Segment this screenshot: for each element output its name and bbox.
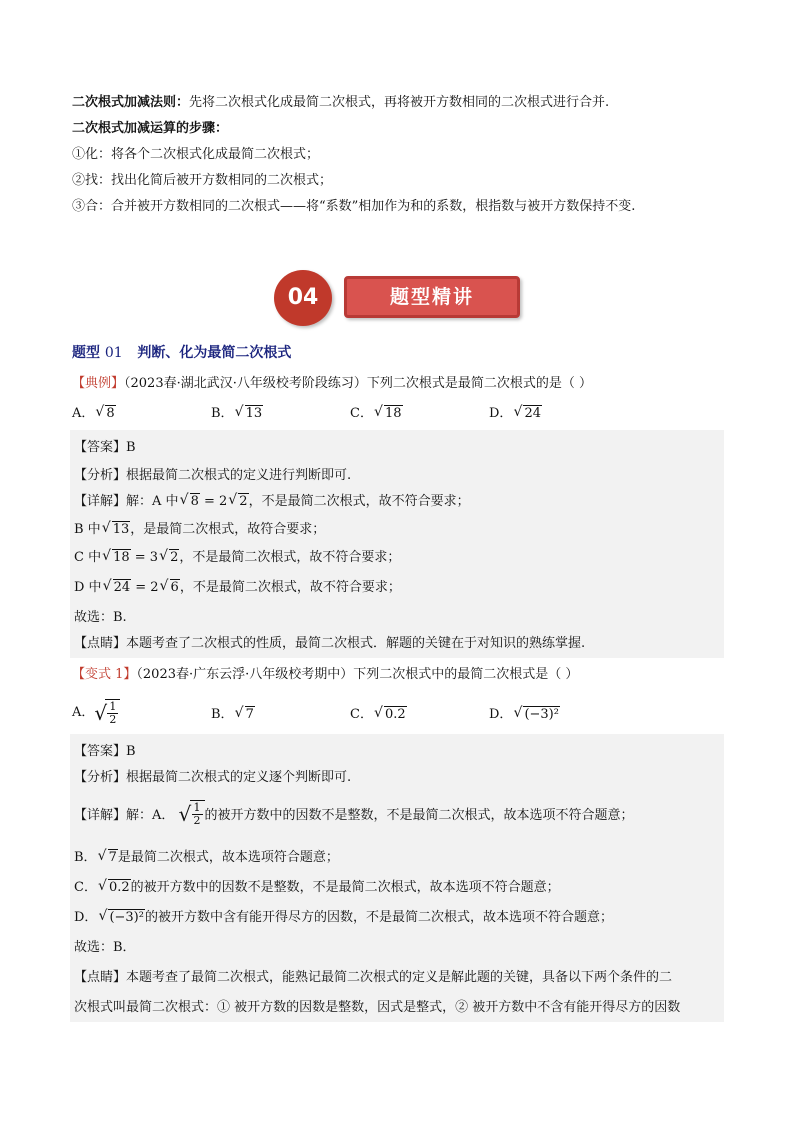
sqrt-symbol <box>103 550 131 565</box>
comment-tag: 【点睛】 <box>74 636 127 651</box>
radicand: (−3)² <box>524 706 559 722</box>
radicand: 8 <box>106 406 115 421</box>
detail-text: B． <box>74 850 97 865</box>
radicand: 0.2 <box>384 706 406 722</box>
steps-title: 二次根式加减运算的步骤： <box>72 121 229 136</box>
detail-tag: 【详解】 <box>74 494 127 509</box>
radicand: 24 <box>113 580 131 595</box>
radicand: 6 <box>170 580 179 595</box>
example-comment <box>74 632 585 651</box>
detail-intro: 解： <box>126 494 153 509</box>
example-question <box>72 372 592 391</box>
option-b <box>211 402 350 421</box>
detail-text: D 中 <box>74 580 102 595</box>
option-letter: A． <box>72 704 95 720</box>
option-a <box>72 699 211 726</box>
denominator: 2 <box>109 712 117 726</box>
sqrt-symbol <box>99 880 131 895</box>
example-detail-2 <box>74 518 325 537</box>
fraction <box>192 802 203 827</box>
option-d <box>489 402 628 421</box>
option-letter: C． <box>350 706 373 722</box>
comment-text: 本题考查了最简二次根式，能熟记最简二次根式的定义是解此题的关键，具备以下两个条件的二 <box>126 970 673 985</box>
radicand: 2 <box>170 550 179 565</box>
sqrt-symbol <box>236 406 264 421</box>
variant-analysis <box>74 766 351 785</box>
section-title <box>72 342 291 362</box>
sqrt-symbol <box>375 707 407 722</box>
detail-text: ，不是最简二次根式，故不符合要求； <box>179 580 401 595</box>
variant-answer <box>74 740 136 759</box>
section-heading: 判断、化为最简二次根式 <box>137 345 292 361</box>
sqrt-symbol <box>236 707 255 722</box>
variant-options <box>72 694 628 730</box>
radicand: 7 <box>245 706 254 722</box>
variant-solution <box>70 734 724 1022</box>
variant-detail-c <box>74 876 560 895</box>
option-letter: D． <box>489 706 513 722</box>
sqrt-symbol <box>96 406 115 421</box>
answer-tag: 【答案】 <box>74 440 127 455</box>
analysis-tag: 【分析】 <box>74 468 127 483</box>
option-c <box>350 703 489 722</box>
detail-intro: 解：A． <box>126 808 175 823</box>
radicand: 18 <box>384 406 402 421</box>
option-letter: A． <box>72 406 95 421</box>
option-letter: B． <box>211 706 234 722</box>
radicand: (−3)² <box>109 910 144 925</box>
example-solution <box>70 430 724 658</box>
sqrt-symbol <box>103 522 131 537</box>
analysis-text: 根据最简二次根式的定义进行判断即可. <box>126 468 352 483</box>
sqrt-symbol <box>99 910 145 925</box>
option-letter: C． <box>350 406 373 421</box>
detail-text: = 2 <box>131 580 159 595</box>
sqrt-symbol <box>181 494 200 509</box>
variant-stem: （2023春·广东云浮·八年级校考期中）下列二次根式中的最简二次根式是（ ） <box>136 667 579 682</box>
fraction <box>107 701 118 726</box>
radicand: 8 <box>190 494 199 509</box>
section-num: 01 <box>104 345 123 361</box>
sqrt-symbol <box>104 580 132 595</box>
rule-line <box>72 90 732 116</box>
section-label: 题型 <box>72 345 100 361</box>
answer-value: B <box>126 744 136 759</box>
comment-text: 本题考查了二次根式的性质，最简二次根式．解题的关键在于对知识的熟练掌握. <box>126 636 586 651</box>
detail-text: C 中 <box>74 550 102 565</box>
option-a <box>72 402 211 421</box>
sqrt-symbol <box>514 707 560 722</box>
variant-question <box>72 663 578 682</box>
example-options <box>72 402 628 421</box>
detail-text: A 中 <box>152 494 179 509</box>
example-stem: （2023春·湖北武汉·八年级校考阶段练习）下列二次根式是最简二次根式的是（ ） <box>124 376 592 391</box>
section-banner <box>270 270 522 326</box>
sqrt-symbol <box>229 494 248 509</box>
sqrt-symbol <box>94 699 120 726</box>
option-letter: B． <box>211 406 234 421</box>
step-3: ③合：合并被开方数相同的二次根式——将“系数”相加作为和的系数，根指数与被开方数保持不变. <box>72 199 636 214</box>
detail-text: 的被开方数中的因数不是整数，不是最简二次根式，故本选项不符合题意； <box>130 880 560 895</box>
variant-detail-d <box>74 906 613 925</box>
detail-text: D． <box>74 910 98 925</box>
example-detail-3 <box>74 546 400 565</box>
option-c <box>350 402 489 421</box>
radicand: 24 <box>524 406 541 421</box>
example-answer <box>74 436 136 455</box>
detail-text: = 3 <box>130 550 159 565</box>
banner-number: 04 <box>274 270 332 326</box>
variant-comment-2: 次根式叫最简二次根式：① 被开方数的因数是整数，因式是整式，② 被开方数中不含有能开得尽方的因数 <box>74 1000 681 1015</box>
detail-text: 是最简二次根式，故本选项符合题意； <box>117 850 339 865</box>
detail-text: ，不是最简二次根式，故不符合要求； <box>179 550 401 565</box>
variant-detail-a <box>74 800 634 827</box>
variant-detail-b <box>74 846 339 865</box>
radicand: 2 <box>239 494 248 509</box>
answer-value: B <box>126 440 136 455</box>
example-detail-1 <box>74 490 470 509</box>
radicand: 0.2 <box>108 880 130 895</box>
option-b <box>211 703 350 722</box>
sqrt-symbol <box>160 550 179 565</box>
step-1: ①化：将各个二次根式化成最简二次根式； <box>72 147 320 162</box>
example-detail-4 <box>74 576 401 595</box>
step-2: ②找：找出化简后被开方数相同的二次根式； <box>72 173 333 188</box>
detail-text: 的被开方数中含有能开得尽方的因数，不是最简二次根式，故本选项不符合题意； <box>144 910 613 925</box>
banner-title: 题型精讲 <box>344 276 520 318</box>
example-analysis <box>74 464 351 483</box>
numerator: √ 1 <box>109 699 117 713</box>
radicand: 13 <box>112 522 130 537</box>
sqrt-symbol <box>375 406 403 421</box>
detail-tag: 【详解】 <box>74 808 127 823</box>
numerator: √ 1 <box>193 801 201 814</box>
sqrt-symbol <box>99 850 118 865</box>
radicand: 7 <box>108 850 117 865</box>
sqrt-symbol <box>161 580 180 595</box>
example-tag: 【典例】 <box>72 376 125 391</box>
variant-choose: 故选：B． <box>74 940 136 955</box>
comment-tag: 【点睛】 <box>74 970 127 985</box>
variant-tag: 【变式 1】 <box>72 667 137 682</box>
detail-text: C． <box>74 880 97 895</box>
variant-comment-1 <box>74 966 672 985</box>
intro-block <box>72 90 732 220</box>
analysis-tag: 【分析】 <box>74 770 127 785</box>
detail-text: B 中 <box>74 522 101 537</box>
answer-tag: 【答案】 <box>74 744 127 759</box>
radicand: 18 <box>113 550 130 565</box>
option-letter: D． <box>489 406 513 421</box>
denominator: 2 <box>193 814 201 827</box>
radicand: 13 <box>245 406 263 421</box>
detail-text: 的被开方数中的因数不是整数，不是最简二次根式，故本选项不符合题意； <box>204 808 634 823</box>
option-d <box>489 703 628 722</box>
example-choose: 故选：B. <box>74 610 127 625</box>
sqrt-symbol <box>514 406 542 421</box>
detail-text: = 2 <box>199 494 228 509</box>
detail-text: ，是最简二次根式，故符合要求； <box>130 522 326 537</box>
analysis-text: 根据最简二次根式的定义逐个判断即可. <box>126 770 352 785</box>
rule-text: 先将二次根式化成最简二次根式，再将被开方数相同的二次根式进行合并. <box>189 95 610 110</box>
detail-text: ，不是最简二次根式，故不符合要求； <box>248 494 470 509</box>
sqrt-symbol <box>179 800 205 827</box>
rule-title: 二次根式加减法则： <box>72 95 190 110</box>
